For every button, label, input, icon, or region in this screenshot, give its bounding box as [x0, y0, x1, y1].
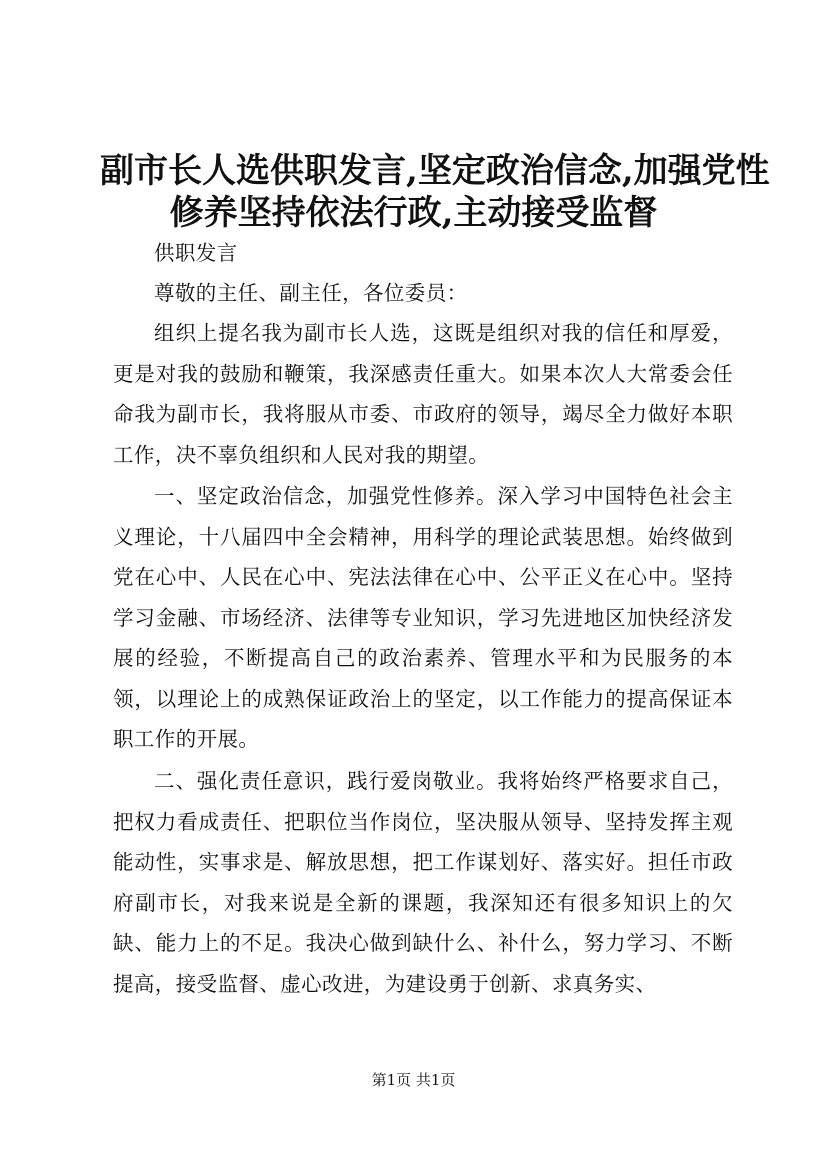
paragraph-salutation: 尊敬的主任、副主任，各位委员： — [154, 281, 468, 305]
paragraph-section-two: 二、强化责任意识，践行爱岗敬业。我将始终严格要求自己，把权力看成责任、把职位当作岗位，坚决服从领导、坚持发挥主观能动性，实事求是、解放思想，把工作谋划好、落实好。担任市政府副市长，对我来说是全新的课题，我深知还有很多知识上的欠缺、能力上的不足。我决心做到缺什么、补什么，努力学习、不断提高，接受监督、虚心改进，为建设勇于创新、求真务实、 — [113, 769, 733, 996]
paragraph-intro: 组织上提名我为副市长人选，这既是组织对我的信任和厚爱，更是对我的鼓励和鞭策，我深感责任重大。如果本次人大常委会任命我为副市长，我将服从市委、市政府的领导，竭尽全力做好本职工作，决不辜负组织和人民对我的期望。 — [113, 321, 733, 467]
document-title-line-2: 修养坚持依法行政,主动接受监督 — [169, 193, 658, 233]
paragraph-heading: 供职发言 — [154, 241, 238, 265]
page-number-footer: 第1页 共1页 — [371, 1071, 456, 1089]
paragraph-section-one: 一、坚定政治信念，加强党性修养。深入学习中国特色社会主义理论，十八届四中全会精神，用科学的理论武装思想。始终做到党在心中、人民在心中、宪法法律在心中、公平正义在心中。坚持学习金融、市场经济、法律等专业知识，学习先进地区加快经济发展的经验，不断提高自己的政治素养、管理水平和为民服务的本领，以理论上的成熟保证政治上的坚定，以工作能力的提高保证本职工作的开展。 — [113, 484, 733, 751]
document-title-line-1: 副市长人选供职发言,坚定政治信念,加强党性 — [100, 151, 770, 191]
